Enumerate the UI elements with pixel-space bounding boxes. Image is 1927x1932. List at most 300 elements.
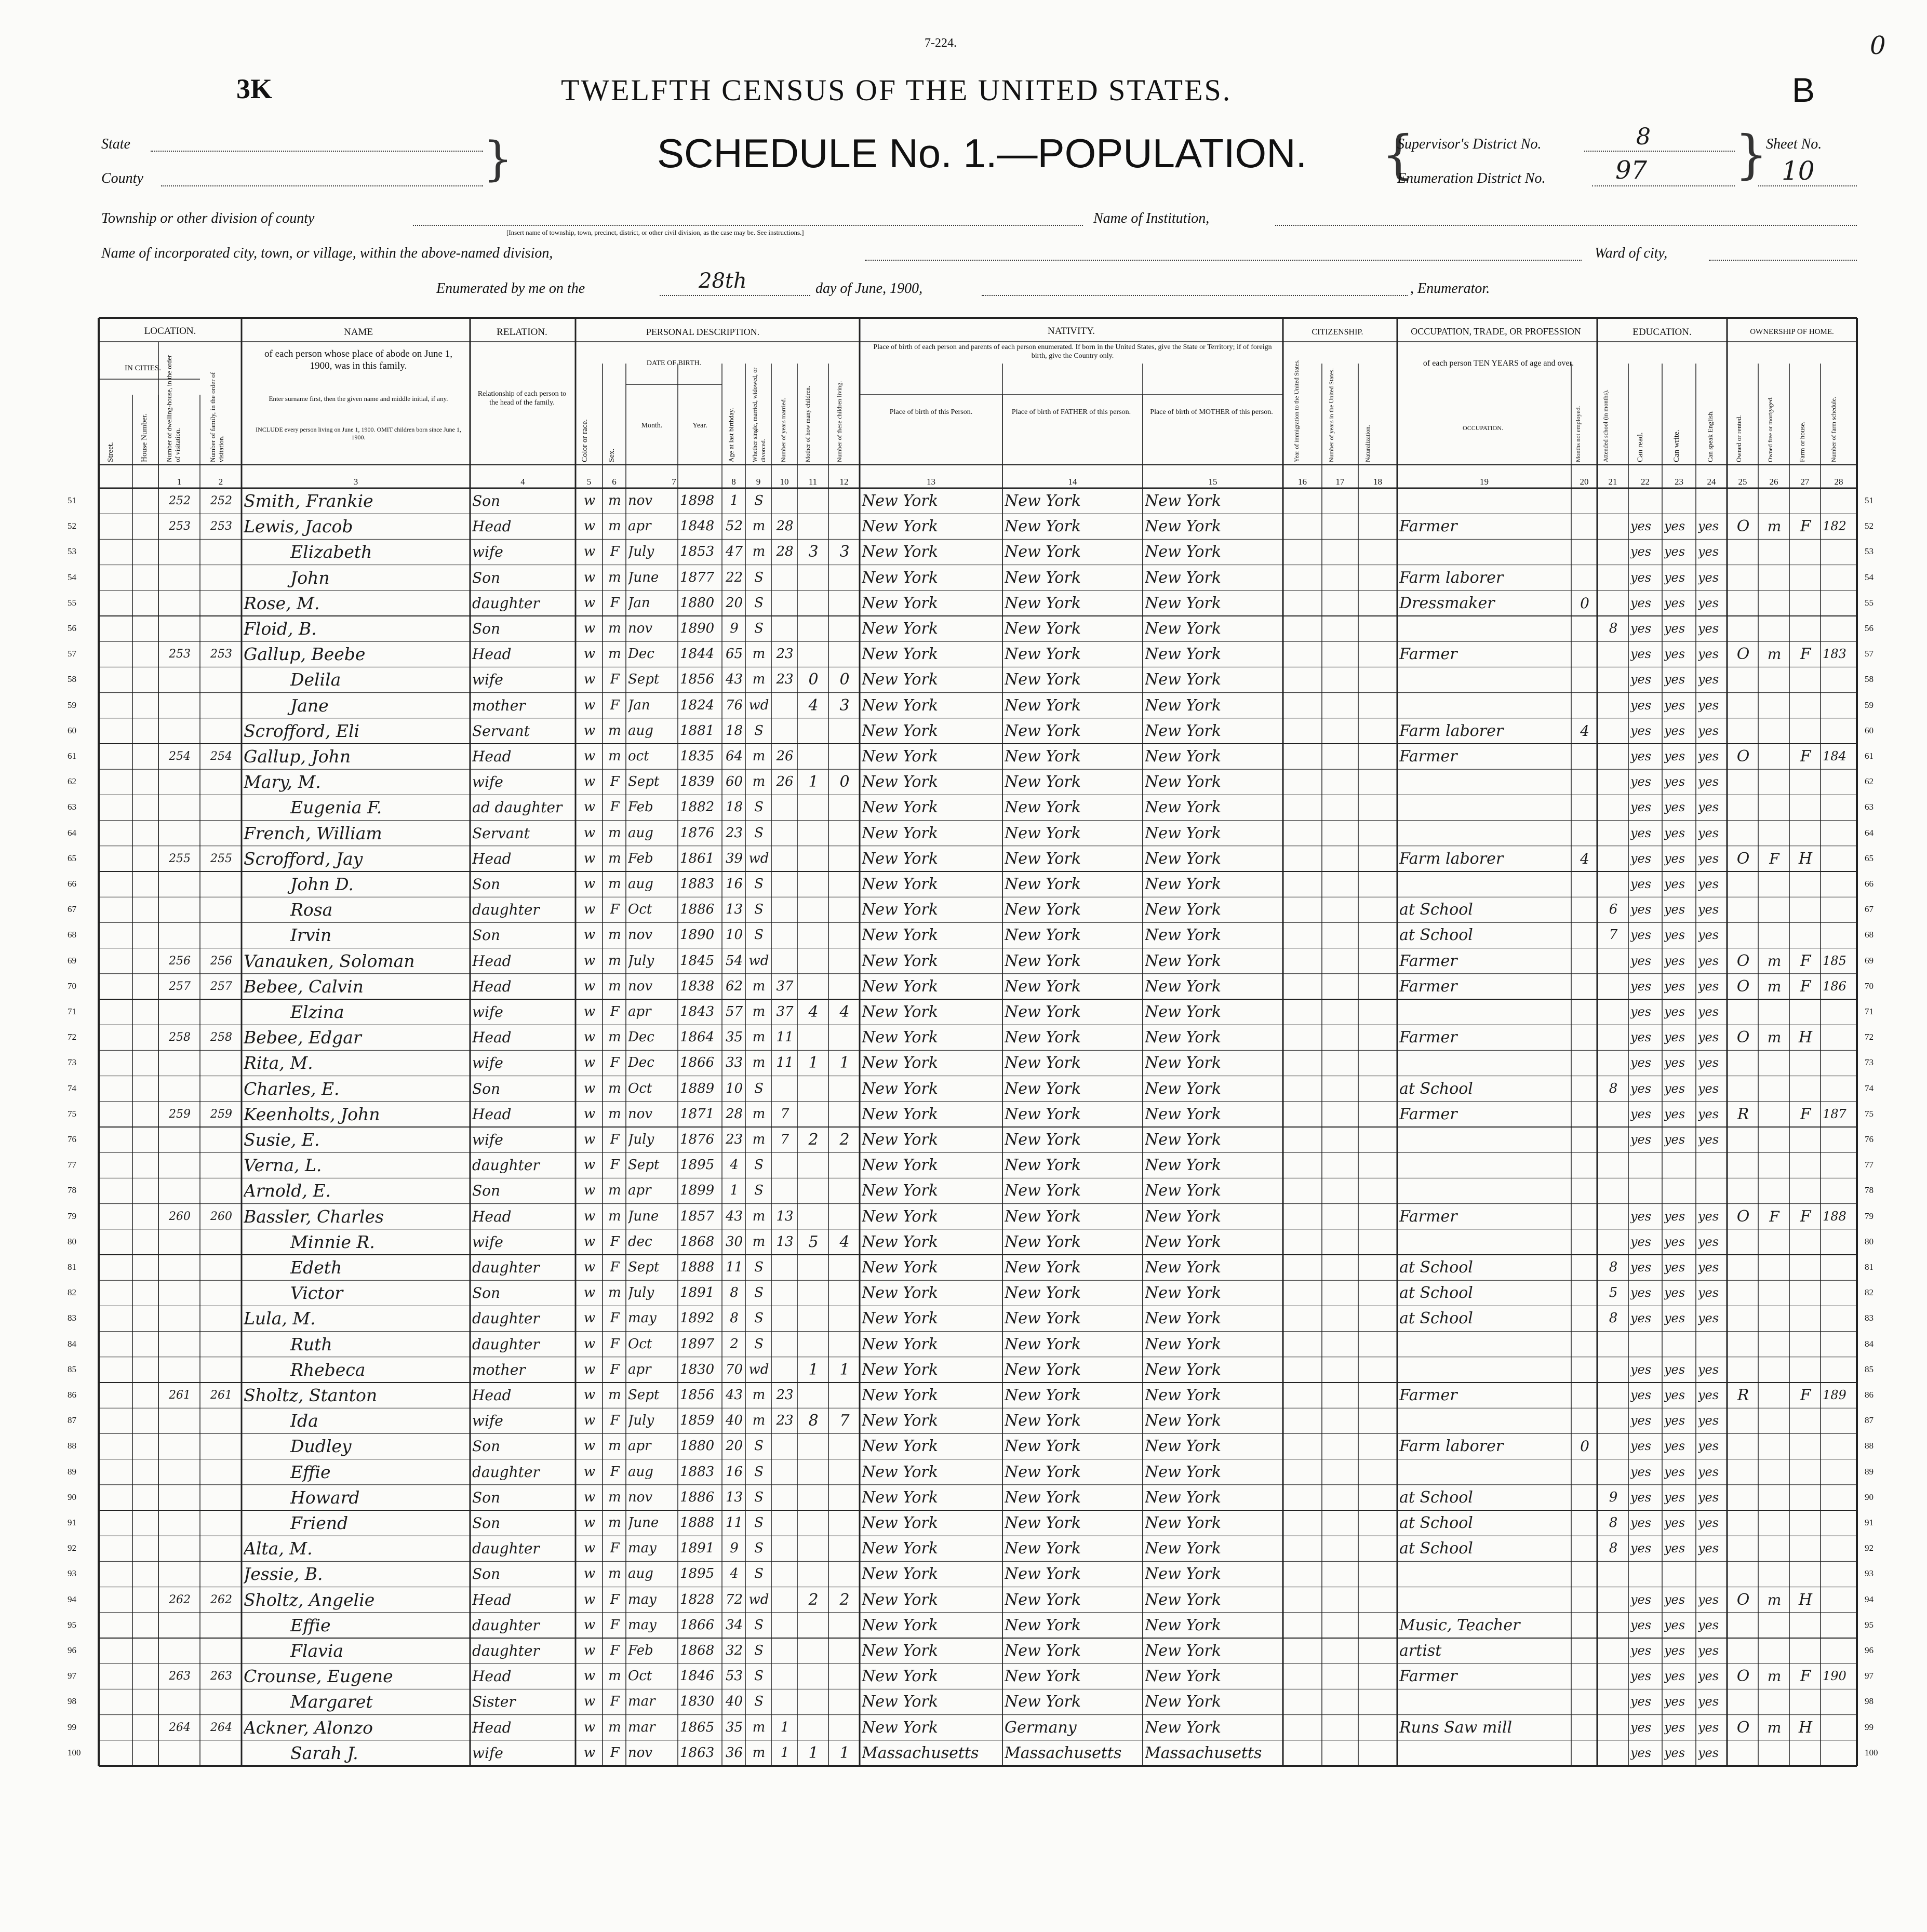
cell-yr: 1835 [680,748,715,764]
cell-rel: Son [472,927,501,944]
cell-mar: S [754,1643,764,1658]
cell-name: Jessie, B. [244,1564,323,1585]
cell-mo: Sept [628,1157,660,1173]
cell-wr: yes [1664,672,1685,687]
cell-age: 53 [725,1668,743,1684]
cell-rel: Head [472,1029,512,1046]
cell-rd: yes [1630,1362,1652,1377]
cell-bm: New York [1145,1309,1221,1328]
cell-bp: New York [862,1693,938,1711]
cell-dw: 263 [169,1670,191,1683]
cell-bf: New York [1005,517,1081,536]
cell-rel: Servant [472,824,530,842]
cell-color: w [583,952,596,969]
cell-color: w [583,595,596,611]
cell-bp: New York [862,721,938,740]
cell-mo: may [628,1540,657,1557]
cell-mar: S [754,1157,764,1173]
cell-yr: 1899 [680,1183,715,1199]
column-number: 4 [520,477,525,487]
line-number: 54 [68,572,76,582]
cell-own: O [1736,1590,1750,1609]
cell-bm: New York [1145,1232,1221,1251]
cell-mo: Dec [628,1029,654,1045]
cell-mar: S [754,569,764,585]
cell-fh: H [1798,1718,1813,1737]
cell-wr: yes [1664,1490,1685,1505]
cell-sp: yes [1698,1694,1719,1709]
cell-rd: yes [1630,877,1652,891]
cell-wr: yes [1664,544,1685,559]
cell-bm: New York [1145,1642,1221,1660]
cell-rel: daughter [472,1463,540,1481]
cell-mo: apr [628,1438,651,1454]
cell-yr: 1890 [680,621,715,636]
cell-sex: F [610,595,620,611]
cell-yr: 1876 [680,1132,715,1147]
cell-ym: 23 [776,672,794,688]
cell-wr: yes [1664,1439,1685,1454]
line-number: 70 [1865,981,1874,991]
cell-bf: New York [1005,849,1081,868]
cell-cl: 4 [839,1003,850,1021]
column-number: 26 [1769,477,1778,487]
column-number: 14 [1068,477,1077,487]
cell-bm: New York [1145,926,1221,945]
cell-bf: New York [1005,543,1081,561]
cell-name: Sarah J. [290,1742,358,1763]
column-number: 9 [756,477,761,487]
cell-color: w [583,1208,596,1224]
cell-sex: F [610,799,620,815]
cell-name: Lewis, Jacob [244,516,353,537]
cell-yr: 1880 [680,595,715,611]
cell-sex: m [608,493,621,508]
column-number: 17 [1335,477,1345,487]
cell-bf: New York [1005,645,1081,664]
cell-age: 13 [725,1489,743,1505]
column-number: 8 [731,477,736,487]
hdr-personal: PERSONAL DESCRIPTION. [646,327,760,337]
cell-cl: 0 [839,773,850,791]
cell-bp: New York [862,1054,938,1072]
cell-name: Effie [290,1615,331,1635]
cell-fh: F [1800,1105,1811,1123]
line-number: 95 [68,1619,76,1630]
cell-mo: June [628,1208,659,1224]
cell-rd: yes [1630,1081,1652,1096]
cell-age: 36 [725,1745,743,1761]
cell-rd: yes [1630,1694,1652,1709]
cell-sp: yes [1698,953,1719,968]
cell-name: French, William [244,823,382,843]
cell-bf: New York [1005,1232,1081,1251]
cell-mar: m [752,1233,766,1250]
cell-bm: New York [1145,1182,1221,1200]
cell-wr: yes [1664,621,1685,636]
cell-wr: yes [1664,1464,1685,1479]
column-number: 12 [839,477,849,487]
cell-bf: New York [1005,1028,1081,1047]
cell-occ: at School [1399,1258,1473,1277]
cell-rel: Head [472,1668,512,1685]
cell-sp: yes [1698,1106,1719,1121]
cell-ym: 7 [780,1106,789,1122]
cell-fm: 257 [210,980,232,993]
line-number: 99 [1865,1722,1874,1732]
cell-wr: yes [1664,1362,1685,1377]
line-number: 61 [68,751,76,761]
cell-mar: S [754,1310,764,1326]
cell-occ: Farmer [1399,1028,1457,1047]
cell-color: w [583,1310,596,1326]
cell-rel: wife [472,1744,503,1762]
cell-occ: at School [1399,901,1473,919]
cell-bp: New York [862,977,938,996]
cell-sp: yes [1698,1055,1719,1070]
cell-bp: New York [862,1309,938,1328]
cell-mo: June [628,569,659,585]
cell-bf: New York [1005,773,1081,791]
cell-mar: wd [748,850,769,866]
cell-dw: 257 [169,980,191,993]
cell-color: w [583,1668,596,1684]
cell-mo: Feb [628,1643,653,1658]
cell-bf: New York [1005,1642,1081,1660]
cell-name: Smith, Frankie [244,491,373,511]
county-label: County [101,170,143,186]
cell-rel: Servant [472,722,530,740]
line-number: 80 [1865,1236,1874,1246]
cell-fm: 262 [210,1593,232,1606]
cell-mar: S [754,1694,764,1710]
line-number: 81 [1865,1262,1874,1272]
cell-wr: yes [1664,749,1685,763]
cell-age: 30 [725,1233,743,1250]
line-number: 79 [1865,1211,1874,1221]
cell-yr: 1830 [680,1361,715,1377]
cell-bf: New York [1005,696,1081,715]
cell-rel: daughter [472,1310,540,1327]
cell-own: R [1737,1105,1749,1123]
cell-sex: F [610,1464,620,1480]
line-number: 55 [68,597,76,608]
cell-yr: 1830 [680,1694,715,1710]
hdr-name-title: NAME [344,327,373,338]
cell-ym: 7 [780,1132,789,1147]
cell-wr: yes [1664,1541,1685,1556]
cell-mar: S [754,1080,764,1096]
cell-bf: New York [1005,1156,1081,1175]
cell-name: Sholtz, Angelie [244,1589,375,1610]
cell-rd: yes [1630,928,1652,943]
cell-mo: aug [628,722,653,739]
cell-mo: Oct [628,902,652,918]
cell-mo: nov [628,978,653,994]
cell-name: Bassler, Charles [244,1206,384,1227]
cell-sex: m [608,722,621,739]
cell-yr: 1865 [680,1719,715,1735]
cell-bp: New York [862,1437,938,1456]
cell-ym: 26 [776,774,794,790]
cell-sp: yes [1698,1030,1719,1045]
cell-bf: New York [1005,798,1081,817]
cell-rd: yes [1630,851,1652,866]
line-number: 88 [68,1441,76,1451]
cell-mar: m [752,774,766,790]
cell-rel: Son [472,620,501,637]
hdr-can-write: Can write. [1672,430,1681,462]
cell-bm: Massachusetts [1145,1743,1262,1762]
cell-color: w [583,1106,596,1122]
cell-name: Ida [290,1411,318,1431]
cell-fs: 183 [1823,647,1846,662]
cell-bf: New York [1005,568,1081,587]
line-number: 66 [68,879,76,889]
cell-bm: New York [1145,798,1221,817]
hdr-ownership: OWNERSHIP OF HOME. [1750,328,1834,336]
line-number: 87 [68,1415,76,1426]
cell-wr: yes [1664,1592,1685,1607]
cell-color: w [583,1361,596,1377]
cell-bm: New York [1145,670,1221,689]
cell-cl: 3 [839,696,850,715]
line-number: 74 [1865,1083,1874,1093]
hdr-farm-schedule: Number of farm schedule. [1830,397,1837,462]
cell-name: Sholtz, Stanton [244,1385,378,1405]
cell-bf: New York [1005,620,1081,638]
cell-sex: F [610,1004,620,1019]
cell-sp: yes [1698,1720,1719,1735]
cell-wr: yes [1664,902,1685,917]
cell-bm: New York [1145,1054,1221,1072]
supervisor-label: Supervisor's District No. [1397,136,1542,152]
cell-fm: 260 [210,1210,232,1223]
cell-rel: Son [472,1438,501,1455]
hdr-in-cities: IN CITIES. [125,364,161,372]
cell-name: Gallup, John [244,746,351,767]
cell-fh: F [1800,517,1811,536]
cell-dw: 259 [169,1107,191,1121]
cell-age: 57 [725,1004,743,1019]
institution-label: Name of Institution, [1093,210,1210,226]
cell-bf: New York [1005,1131,1081,1149]
cell-bp: New York [862,1565,938,1584]
cell-name: Rhebeca [290,1359,366,1380]
line-number: 95 [1865,1619,1874,1630]
cell-bp: New York [862,1105,938,1123]
line-number: 92 [1865,1543,1874,1553]
cell-sex: F [610,1540,620,1557]
enumeration-label: Enumeration District No. [1397,170,1546,186]
cell-fh: F [1800,951,1811,970]
line-number: 75 [68,1108,76,1119]
cell-occ: artist [1399,1642,1442,1660]
cell-sch: 6 [1609,902,1618,918]
cell-bm: New York [1145,1667,1221,1686]
cell-mar: S [754,825,764,841]
cell-rd: yes [1630,1439,1652,1454]
cell-sex: m [608,1668,621,1684]
cell-bm: New York [1145,951,1221,970]
cell-rel: Head [472,1591,512,1608]
cell-mu: 0 [1580,594,1589,612]
cell-dw: 255 [169,852,191,865]
cell-name: Jane [290,695,329,716]
cell-mar: S [754,595,764,611]
cell-ch: 1 [808,773,819,791]
line-number: 59 [1865,700,1874,710]
cell-fr: m [1767,1591,1782,1608]
cell-bm: New York [1145,747,1221,766]
hdr-house-number: House Number. [140,413,149,462]
cell-age: 33 [725,1055,743,1071]
cell-bf: New York [1005,1514,1081,1532]
line-number: 69 [68,955,76,965]
cell-name: Rosa [290,900,333,920]
cell-color: w [583,1515,596,1531]
cell-yr: 1876 [680,825,715,841]
hdr-nativity: NATIVITY. [1048,326,1095,337]
cell-color: w [583,1745,596,1761]
cell-rel: Head [472,646,512,663]
cell-dw: 260 [169,1210,191,1223]
cell-mar: m [752,1132,766,1147]
cell-rd: yes [1630,902,1652,917]
cell-rel: wife [472,1003,503,1021]
cell-bf: New York [1005,670,1081,689]
hdr-nativity-desc: Place of birth of each person and parents of each person enumerated. If born in the United States, give the State or Territory; if of foreign birth, give the Country only. [873,343,1272,360]
cell-sex: F [610,1591,620,1607]
cell-rel: Sister [472,1693,516,1711]
cell-occ: Farm laborer [1399,568,1504,587]
cell-yr: 1863 [680,1745,715,1761]
cell-bp: New York [862,492,938,510]
township-note: [Insert name of township, town, precinct, district, or other civil division, as the case may be. See instructions.] [506,229,804,236]
cell-rel: Son [472,569,501,586]
cell-name: Scrofford, Eli [244,720,360,741]
cell-name: Floid, B. [244,619,317,639]
line-number: 71 [1865,1007,1874,1016]
cell-occ: at School [1399,1488,1473,1507]
cell-fh: F [1800,747,1811,766]
cell-color: w [583,672,596,688]
cell-ch: 1 [808,1360,819,1379]
cell-yr: 1853 [680,544,715,560]
cell-mar: m [752,1029,766,1045]
cell-color: w [583,1719,596,1735]
cell-age: 52 [725,518,743,534]
cell-mar: S [754,1438,764,1454]
cell-bp: New York [862,1079,938,1098]
cell-rd: yes [1630,519,1652,534]
cell-sp: yes [1698,851,1719,866]
column-number: 25 [1738,477,1747,487]
line-number: 59 [68,700,76,710]
line-number: 66 [1865,879,1874,889]
cell-sp: yes [1698,1439,1719,1454]
cell-sex: F [610,1259,620,1275]
cell-fm: 254 [210,750,232,763]
cell-mar: S [754,1259,764,1275]
cell-mo: Oct [628,1668,652,1684]
cell-cl: 7 [839,1412,850,1430]
line-number: 57 [1865,649,1874,659]
cell-yr: 1880 [680,1438,715,1454]
cell-yr: 1828 [680,1591,715,1607]
cell-bm: New York [1145,773,1221,791]
cell-age: 23 [725,825,743,841]
cell-fh: H [1798,1590,1813,1609]
cell-mar: S [754,1515,764,1531]
cell-mo: aug [628,825,653,841]
cell-wr: yes [1664,1745,1685,1760]
cell-rd: yes [1630,1413,1652,1428]
cell-mo: Oct [628,1080,652,1096]
line-number: 68 [68,930,76,940]
cell-rd: yes [1630,544,1652,559]
cell-bp: New York [862,594,938,612]
line-number: 51 [1865,495,1874,505]
cell-yr: 1890 [680,927,715,943]
cell-wr: yes [1664,519,1685,534]
cell-rd: yes [1630,1004,1652,1019]
line-number: 85 [68,1364,76,1374]
cell-color: w [583,1643,596,1658]
cell-fm: 252 [210,494,232,507]
cell-sch: 9 [1609,1489,1618,1505]
cell-sp: yes [1698,978,1719,994]
cell-bm: New York [1145,1156,1221,1175]
cell-rd: yes [1630,1592,1652,1607]
hdr-date-of-birth: DATE OF BIRTH. [646,359,702,367]
cell-wr: yes [1664,1106,1685,1121]
cell-rel: daughter [472,1642,540,1659]
cell-wr: yes [1664,928,1685,943]
cell-age: 32 [725,1643,743,1658]
cell-mo: July [628,1285,654,1301]
cell-color: w [583,1233,596,1250]
cell-ym: 13 [776,1208,794,1224]
cell-bm: New York [1145,1437,1221,1456]
cell-cl: 2 [839,1590,850,1609]
cell-wr: yes [1664,1081,1685,1096]
line-number: 90 [68,1492,76,1502]
cell-mar: m [752,672,766,688]
cell-ym: 23 [776,646,794,662]
cell-bm: New York [1145,1335,1221,1353]
cell-bp: New York [862,798,938,817]
cell-ch: 3 [808,543,819,561]
cell-sp: yes [1698,1490,1719,1505]
cell-name: Dudley [290,1436,352,1457]
cell-mar: S [754,1668,764,1684]
cell-mo: nov [628,927,653,943]
cell-occ: at School [1399,1539,1473,1558]
cell-bp: New York [862,1258,938,1277]
cell-fr: m [1767,1719,1782,1736]
hdr-occupation: OCCUPATION. [1463,424,1503,432]
cell-sp: yes [1698,621,1719,636]
cell-rel: daughter [472,1157,540,1174]
cell-bf: New York [1005,977,1081,996]
column-number: 19 [1480,477,1489,487]
cell-bf: New York [1005,594,1081,612]
cell-mar: m [752,1208,766,1224]
cell-yr: 1856 [680,1387,715,1403]
cell-rd: yes [1630,595,1652,610]
cell-name: Alta, M. [244,1538,313,1559]
